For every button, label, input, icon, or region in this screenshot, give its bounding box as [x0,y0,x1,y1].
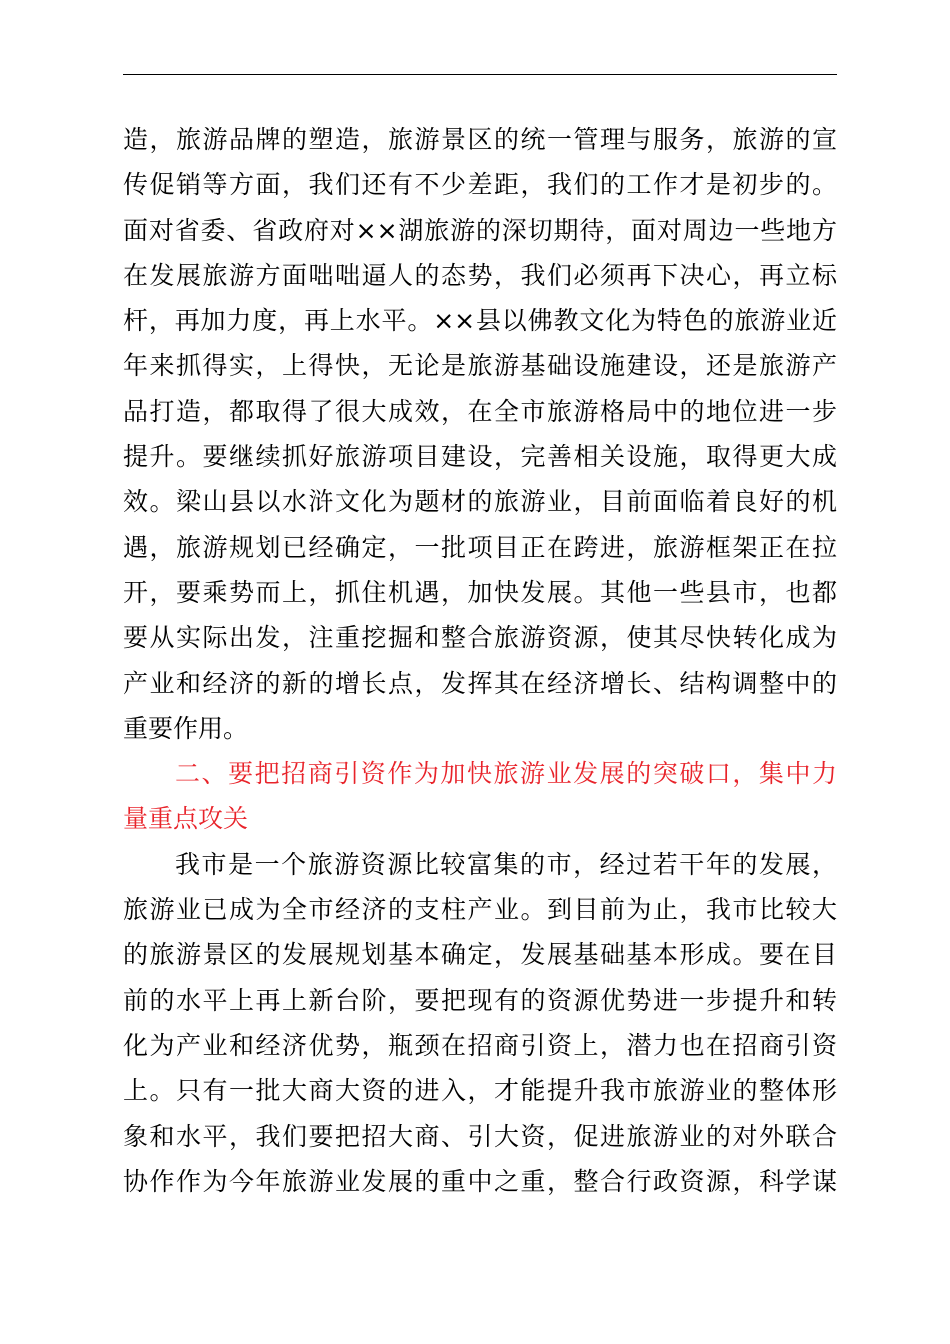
text-line: 要从实际出发，注重挖掘和整合旅游资源，使其尽快转化成为 [123,623,837,653]
text-line: 造，旅游品牌的塑造，旅游景区的统一管理与服务，旅游的宣 [123,125,837,154]
text-line: 面对省委、省政府对××湖旅游的深切期待，面对周边一些地方 [123,215,837,245]
text-line: 前的水平上再上新台阶，要把现有的资源优势进一步提升和转 [123,985,837,1015]
paragraph-investment [123,842,837,1204]
text-line: 我市是一个旅游资源比较富集的市，经过若干年的发展， [175,849,837,879]
text-line: 产业和经济的新的增长点，发挥其在经济增长、结构调整中的 [123,668,837,698]
text-line: 旅游业已成为全市经济的支柱产业。到目前为止，我市比较大 [123,895,837,925]
text-line: 化为产业和经济优势，瓶颈在招商引资上，潜力也在招商引资 [123,1030,837,1060]
text-line: 开，要乘势而上，抓住机遇，加快发展。其他一些县市，也都 [123,577,837,607]
text-line: 象和水平，我们要把招大商、引大资，促进旅游业的对外联合 [123,1121,837,1151]
text-line: 效。梁山县以水浒文化为题材的旅游业，目前面临着良好的机 [123,487,837,517]
text-line: 协作作为今年旅游业发展的重中之重，整合行政资源，科学谋 [123,1166,837,1196]
document-body [123,117,837,1204]
heading-line: 量重点攻关 [123,804,249,834]
text-line: 杆，再加力度，再上水平。××县以佛教文化为特色的旅游业近 [123,306,837,336]
text-line: 上。只有一批大商大资的进入，才能提升我市旅游业的整体形 [123,1076,837,1106]
text-line: 的旅游景区的发展规划基本确定，发展基础基本形成。要在目 [123,940,837,970]
text-line: 遇，旅游规划已经确定，一批项目正在跨进，旅游框架正在拉 [123,532,837,562]
text-line: 品打造，都取得了很大成效，在全市旅游格局中的地位进一步 [123,396,837,426]
paragraph-tourism-development [123,117,837,751]
section-heading [123,751,837,842]
text-line: 重要作用。 [123,713,249,743]
heading-line: 二、要把招商引资作为加快旅游业发展的突破口，集中力 [175,759,837,789]
text-line: 传促销等方面，我们还有不少差距，我们的工作才是初步的。 [123,170,837,200]
text-line: 在发展旅游方面咄咄逼人的态势，我们必须再下决心，再立标 [123,260,837,290]
header-rule [123,74,837,75]
text-line: 年来抓得实，上得快，无论是旅游基础设施建设，还是旅游产 [123,351,837,381]
text-line: 提升。要继续抓好旅游项目建设，完善相关设施，取得更大成 [123,442,837,472]
